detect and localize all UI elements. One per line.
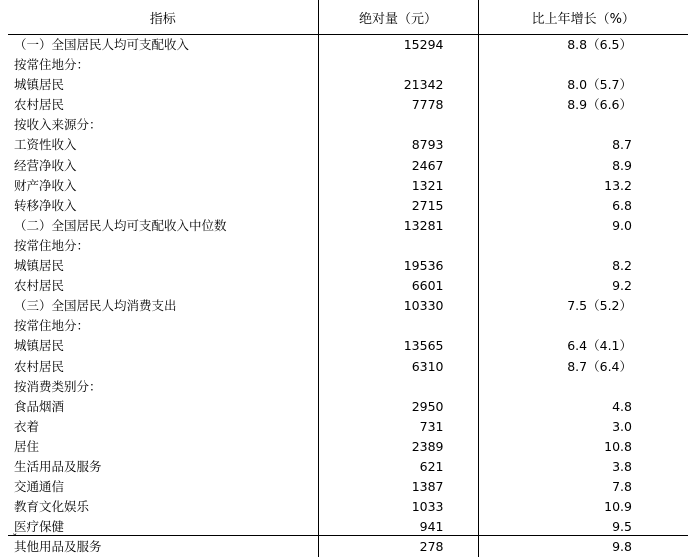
table-row — [8, 357, 688, 377]
row-growth-value — [478, 55, 688, 75]
row-label: 食品烟酒 — [8, 397, 318, 417]
table-row — [8, 457, 688, 477]
table-row — [8, 196, 688, 216]
row-label: 城镇居民 — [8, 256, 318, 276]
row-label: 财产净收入 — [8, 176, 318, 196]
table-row — [8, 95, 688, 115]
table-row — [8, 377, 688, 397]
table-row — [8, 256, 688, 276]
row-growth-value — [478, 236, 688, 256]
row-label: 农村居民 — [8, 95, 318, 115]
row-growth-value: 8.7 — [478, 135, 688, 155]
row-absolute-value: 6601 — [318, 276, 478, 296]
table-row — [8, 156, 688, 176]
row-growth-value — [478, 115, 688, 135]
row-absolute-value: 6310 — [318, 357, 478, 377]
row-label: 居住 — [8, 437, 318, 457]
row-growth-value: 13.2 — [478, 176, 688, 196]
table-row — [8, 135, 688, 155]
row-label: 工资性收入 — [8, 135, 318, 155]
row-growth-value: 8.9 — [478, 156, 688, 176]
row-absolute-value: 8793 — [318, 135, 478, 155]
row-growth-value: 7.5（5.2） — [478, 296, 688, 316]
table-row — [8, 316, 688, 336]
table-row — [8, 437, 688, 457]
row-label: 其他用品及服务 — [8, 537, 318, 557]
table-header — [8, 0, 688, 35]
row-absolute-value: 13565 — [318, 336, 478, 356]
table-row — [8, 296, 688, 316]
row-label: 按消费类别分： — [8, 377, 318, 397]
row-growth-value: 9.0 — [478, 216, 688, 236]
row-growth-value: 6.4（4.1） — [478, 336, 688, 356]
table-row — [8, 397, 688, 417]
table-row — [8, 477, 688, 497]
table-row — [8, 336, 688, 356]
row-label: 农村居民 — [8, 357, 318, 377]
row-label: 经营净收入 — [8, 156, 318, 176]
row-absolute-value: 21342 — [318, 75, 478, 95]
row-absolute-value: 2389 — [318, 437, 478, 457]
row-growth-value: 8.7（6.4） — [478, 357, 688, 377]
row-growth-value: 9.2 — [478, 276, 688, 296]
row-growth-value: 8.0（5.7） — [478, 75, 688, 95]
row-label: （一）全国居民人均可支配收入 — [8, 35, 318, 56]
row-growth-value: 8.2 — [478, 256, 688, 276]
row-growth-value — [478, 316, 688, 336]
row-label: 按收入来源分： — [8, 115, 318, 135]
row-absolute-value: 731 — [318, 417, 478, 437]
row-label: 教育文化娱乐 — [8, 497, 318, 517]
row-growth-value: 10.9 — [478, 497, 688, 517]
row-label: 转移净收入 — [8, 196, 318, 216]
row-absolute-value: 7778 — [318, 95, 478, 115]
row-growth-value: 8.9（6.6） — [478, 95, 688, 115]
table-row — [8, 236, 688, 256]
table-row — [8, 75, 688, 95]
table-header-row — [8, 0, 688, 35]
row-label: 交通通信 — [8, 477, 318, 497]
row-label: 生活用品及服务 — [8, 457, 318, 477]
row-absolute-value — [318, 55, 478, 75]
table-body — [8, 35, 688, 557]
row-growth-value: 7.8 — [478, 477, 688, 497]
row-absolute-value: 19536 — [318, 256, 478, 276]
table-row — [8, 497, 688, 517]
row-label: 城镇居民 — [8, 75, 318, 95]
table-row — [8, 216, 688, 236]
row-absolute-value — [318, 316, 478, 336]
table-row — [8, 115, 688, 135]
row-growth-value: 10.8 — [478, 437, 688, 457]
row-absolute-value — [318, 236, 478, 256]
column-header-growth: 比上年增长（%） — [478, 0, 688, 35]
row-absolute-value: 2467 — [318, 156, 478, 176]
bottom-rule — [8, 535, 688, 536]
row-absolute-value: 1321 — [318, 176, 478, 196]
row-label: 衣着 — [8, 417, 318, 437]
row-label: 医疗保健 — [8, 517, 318, 537]
row-absolute-value: 278 — [318, 537, 478, 557]
row-label: 城镇居民 — [8, 336, 318, 356]
row-absolute-value: 941 — [318, 517, 478, 537]
table-row — [8, 35, 688, 56]
row-absolute-value: 10330 — [318, 296, 478, 316]
row-absolute-value: 1033 — [318, 497, 478, 517]
column-header-absolute: 绝对量（元） — [318, 0, 478, 35]
row-growth-value: 8.8（6.5） — [478, 35, 688, 56]
row-absolute-value: 2950 — [318, 397, 478, 417]
row-growth-value: 3.0 — [478, 417, 688, 437]
row-label: （三）全国居民人均消费支出 — [8, 296, 318, 316]
table-row — [8, 417, 688, 437]
row-growth-value: 9.5 — [478, 517, 688, 537]
row-absolute-value: 15294 — [318, 35, 478, 56]
row-label: 按常住地分： — [8, 316, 318, 336]
row-absolute-value — [318, 377, 478, 397]
row-absolute-value: 621 — [318, 457, 478, 477]
statistics-table — [8, 0, 688, 557]
tail-mark: ˇ — [12, 534, 18, 544]
row-growth-value — [478, 377, 688, 397]
table-row — [8, 176, 688, 196]
row-growth-value: 6.8 — [478, 196, 688, 216]
row-label: （二）全国居民人均可支配收入中位数 — [8, 216, 318, 236]
table-row — [8, 55, 688, 75]
row-label: 农村居民 — [8, 276, 318, 296]
row-absolute-value: 13281 — [318, 216, 478, 236]
table-row — [8, 537, 688, 557]
row-absolute-value: 2715 — [318, 196, 478, 216]
row-growth-value: 9.8 — [478, 537, 688, 557]
row-label: 按常住地分： — [8, 236, 318, 256]
row-growth-value: 3.8 — [478, 457, 688, 477]
row-absolute-value: 1387 — [318, 477, 478, 497]
row-growth-value: 4.8 — [478, 397, 688, 417]
row-absolute-value — [318, 115, 478, 135]
column-header-indicator: 指标 — [8, 0, 318, 35]
table-row — [8, 276, 688, 296]
row-label: 按常住地分： — [8, 55, 318, 75]
